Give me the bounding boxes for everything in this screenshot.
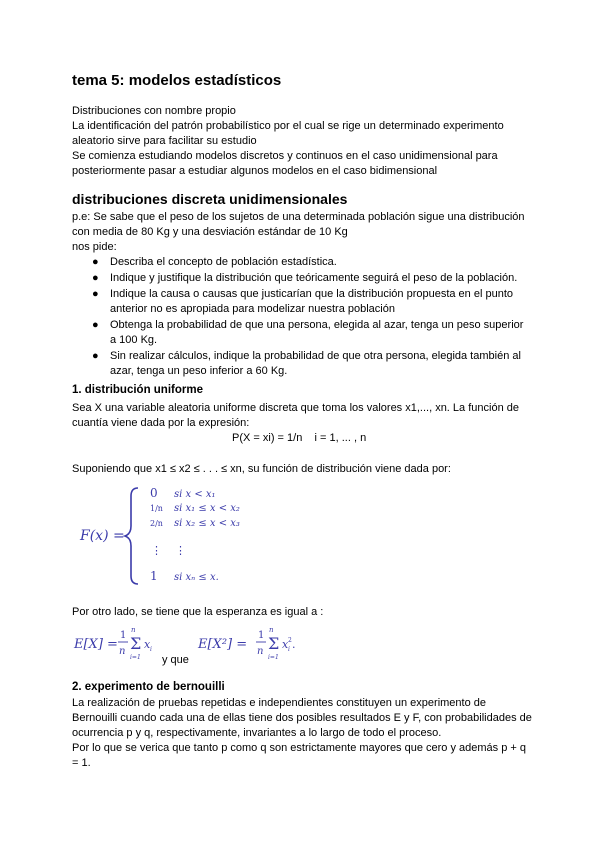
piecewise-lhs: F(x) = [80, 528, 125, 544]
asks-label: nos pide: [72, 241, 117, 253]
section-heading-uniform: 1. distribución uniforme [72, 384, 203, 396]
intro-paragraph-3: Se comienza estudiando modelos discretos y continuos en el caso unidimensional para posteriormente pasar a estudiar algunos modelos en el caso bidimensional [72, 150, 498, 177]
mass-function-formula: P(X = xi) = 1/n i = 1, ... , n [232, 432, 367, 444]
list-item: ● Indique la causa o causas que justicarían que la distribución propuesta en el punto anterior no es apropiada para modelizar nuestra población [92, 288, 513, 315]
expectation-square-lhs: E[X²] = [198, 637, 248, 652]
bullet-icon: ● [92, 272, 99, 284]
bullet-icon: ● [92, 319, 99, 331]
piecewise-formula [78, 480, 278, 588]
list-item: ● Indique y justifique la distribución que teóricamente seguirá el peso de la población. [92, 272, 518, 284]
list-item: ● Describa el concepto de población estadística. [92, 256, 337, 268]
svg-text:2: 2 [288, 637, 292, 644]
section-heading-discrete: distribuciones discreta unidimensionales [72, 191, 348, 207]
svg-text:i: i [150, 646, 152, 653]
bullet-icon: ● [92, 288, 99, 300]
svg-text:i: i [288, 646, 290, 653]
bernoulli-paragraph-2: Por lo que se verica que tanto p como q son estrictamente mayores que cero y además p + q = 1. [72, 742, 526, 769]
list-item: ● Sin realizar cálculos, indique la probabilidad de que otra persona, elegida también al azar, tenga un peso inferior a 60 Kg. [92, 350, 521, 377]
piecewise-value: ⋮ [151, 544, 162, 557]
svg-text:Σ: Σ [268, 634, 280, 653]
distribution-paragraph: Suponiendo que x1 ≤ x2 ≤ . . . ≤ xn, su función de distribución viene dada por: [72, 463, 451, 475]
svg-text:x: x [144, 638, 151, 651]
bullet-icon: ● [92, 350, 99, 362]
piecewise-value: 1/n [150, 504, 163, 513]
bernoulli-paragraph: La realización de pruebas repetidas e independientes constituyen un experimento de Bernouilli cuando cada una de ellas tiene dos posibles resultados E y F, con probabilidades de ocurrencia p y q, respectivamente, invariantes a lo largo de todo el proceso. [72, 697, 532, 739]
list-item: ● Obtenga la probabilidad de que una persona, elegida al azar, tenga un peso superior a 100 Kg. [92, 319, 524, 346]
svg-text:n: n [119, 646, 126, 657]
svg-text:.: . [292, 638, 296, 651]
expectation-paragraph: Por otro lado, se tiene que la esperanza es igual a : [72, 606, 324, 618]
piecewise-condition: si x₂ ≤ x < x₃ [174, 518, 240, 529]
expectation-lhs: E[X] = [74, 637, 118, 652]
svg-text:1: 1 [120, 630, 127, 641]
piecewise-condition: si x < x₁ [174, 489, 216, 500]
svg-text:i=1: i=1 [130, 654, 141, 661]
bullet-icon: ● [92, 256, 99, 268]
question-list [90, 255, 528, 380]
and-connector: y que [162, 654, 189, 666]
piecewise-value: 1 [150, 569, 158, 583]
intro-paragraph-2: La identificación del patrón probabilístico por el cual se rige un determinado experimento aleatorio sirve para facilitar su estudio [72, 120, 504, 147]
svg-text:n: n [269, 626, 274, 634]
uniform-paragraph: Sea X una variable aleatoria uniforme discreta que toma los valores x1,..., xn. La función de cuantía viene dada por la expresión: [72, 402, 519, 429]
piecewise-value: 2/n [150, 519, 163, 528]
piecewise-value: 0 [150, 486, 158, 500]
svg-text:x: x [282, 638, 289, 651]
expectation-formulas [72, 620, 312, 668]
intro-line-1: Distribuciones con nombre propio [72, 105, 236, 117]
section-heading-bernoulli: 2. experimento de bernouilli [72, 681, 225, 693]
example-paragraph: p.e: Se sabe que el peso de los sujetos de una determinada población sigue una distribución con media de 80 Kg y una desviación estándar de 10 Kg [72, 211, 525, 238]
piecewise-condition: ⋮ [175, 544, 186, 557]
svg-text:n: n [257, 646, 264, 657]
svg-text:n: n [131, 626, 136, 634]
left-brace-icon [125, 488, 138, 584]
svg-text:Σ: Σ [130, 634, 142, 653]
piecewise-condition: si x₁ ≤ x < x₂ [174, 503, 240, 514]
piecewise-condition: si xₙ ≤ x. [174, 572, 219, 583]
svg-text:1: 1 [258, 630, 265, 641]
page-title: tema 5: modelos estadísticos [72, 72, 282, 89]
svg-text:i=1: i=1 [268, 654, 279, 661]
